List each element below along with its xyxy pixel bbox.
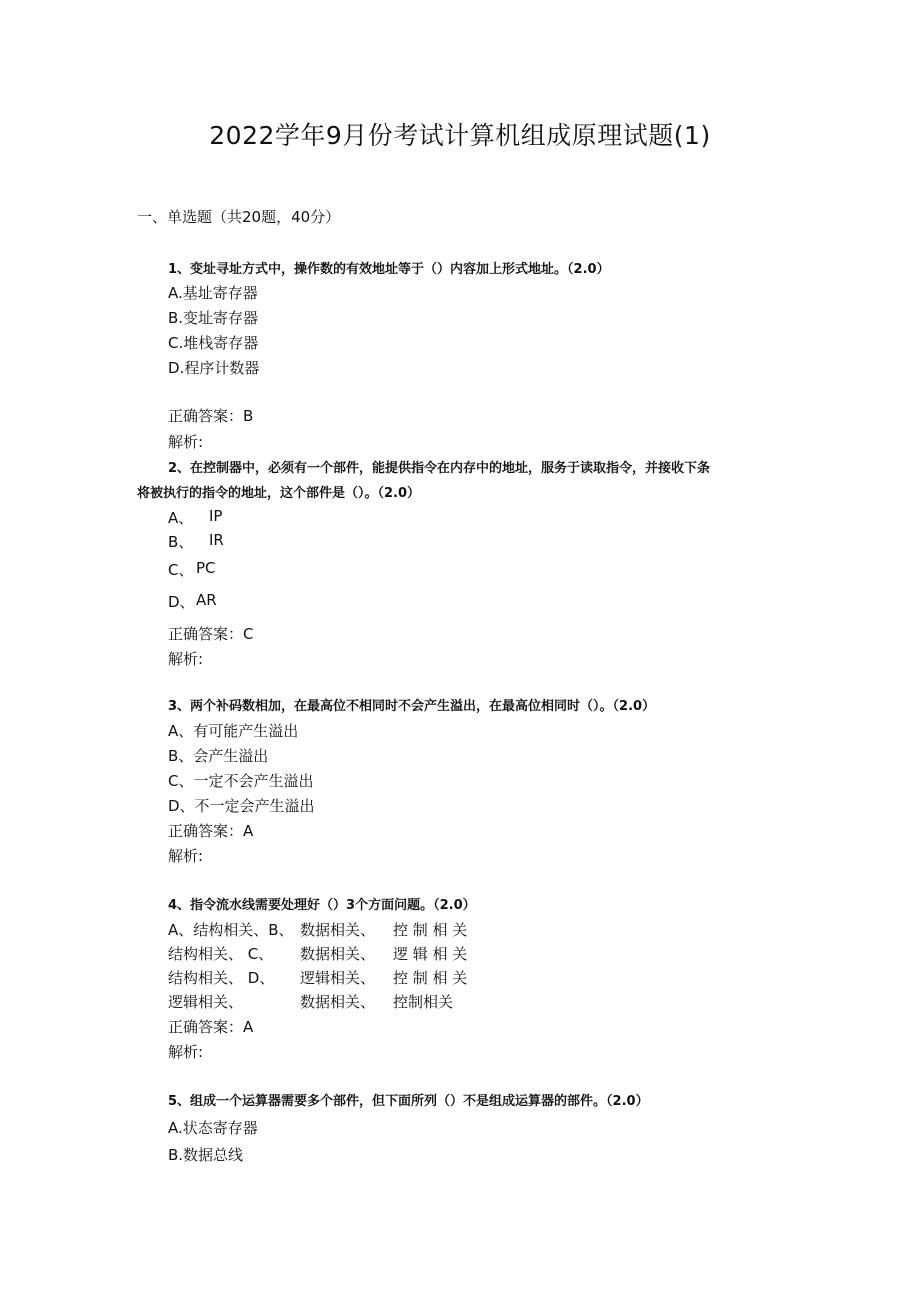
question-3-answer: 正确答案：A xyxy=(168,822,254,840)
question-3-option-a: A、有可能产生溢出 xyxy=(168,722,299,740)
question-5-stem: 5、组成一个运算器需要多个部件，但下面所列（）不是组成运算器的部件。（2.0） xyxy=(168,1094,649,1109)
question-4-row3-col2: 逻辑相关、 xyxy=(300,969,376,987)
question-4-analysis: 解析: xyxy=(168,1043,204,1061)
question-4-row2-col1: 结构相关、 C、 xyxy=(168,945,274,963)
document-title: 2022学年9月份考试计算机组成原理试题(1) xyxy=(209,121,711,150)
question-1-answer: 正确答案：B xyxy=(168,407,254,425)
question-4-row1-col2: 数据相关、 xyxy=(300,921,376,939)
question-3-option-b: B、会产生溢出 xyxy=(168,747,269,765)
question-1-analysis: 解析: xyxy=(168,433,204,451)
question-4-row1-col1: A、结构相关、B、 xyxy=(168,921,294,939)
question-1-stem: 1、变址寻址方式中，操作数的有效地址等于（）内容加上形式地址。（2.0） xyxy=(168,262,610,277)
question-2-option-d-text: AR xyxy=(196,591,217,609)
question-4-stem: 4、指令流水线需要处理好（）3个方面问题。（2.0） xyxy=(168,898,476,913)
question-1-option-d: D.程序计数器 xyxy=(168,359,260,377)
question-2-option-c-text: PC xyxy=(196,559,216,577)
question-3-option-d: D、不一定会产生溢出 xyxy=(168,797,315,815)
question-4-row1-col3: 控 制 相 关 xyxy=(393,921,468,939)
question-5-option-a: A.状态寄存器 xyxy=(168,1119,258,1137)
section-heading: 一、单选题（共20题，40分） xyxy=(137,208,341,226)
question-2-option-c-letter: C、 xyxy=(168,561,194,579)
question-3-analysis: 解析: xyxy=(168,847,204,865)
question-2-option-a-text: IP xyxy=(209,507,223,525)
question-2-option-b-text: IR xyxy=(209,531,224,549)
question-5-option-b: B.数据总线 xyxy=(168,1146,244,1164)
question-4-row4-col1: 逻辑相关、 xyxy=(168,993,244,1011)
question-4-row2-col3: 逻 辑 相 关 xyxy=(393,945,468,963)
question-2-option-d-letter: D、 xyxy=(168,593,195,611)
question-2-analysis: 解析: xyxy=(168,650,204,668)
question-2-stem-line1: 2、在控制器中，必须有一个部件，能提供指令在内存中的地址，服务于读取指令，并接收下条 xyxy=(168,461,711,476)
question-4-answer: 正确答案：A xyxy=(168,1018,254,1036)
question-3-stem: 3、两个补码数相加，在最高位不相同时不会产生溢出，在最高位相同时（）。（2.0） xyxy=(168,699,656,714)
question-2-answer: 正确答案：C xyxy=(168,625,254,643)
question-4-row3-col1: 结构相关、 D、 xyxy=(168,969,275,987)
question-2-option-a-letter: A、 xyxy=(168,509,194,527)
question-2-stem-line2: 将被执行的指令的地址，这个部件是（）。（2.0） xyxy=(137,486,421,501)
question-2-option-b-letter: B、 xyxy=(168,533,194,551)
question-4-row4-col3: 控制相关 xyxy=(393,993,454,1011)
question-3-option-c: C、一定不会产生溢出 xyxy=(168,772,314,790)
question-4-row2-col2: 数据相关、 xyxy=(300,945,376,963)
question-4-row4-col2: 数据相关、 xyxy=(300,993,376,1011)
question-1-option-b: B.变址寄存器 xyxy=(168,309,259,327)
question-4-row3-col3: 控 制 相 关 xyxy=(393,969,468,987)
question-1-option-c: C.堆栈寄存器 xyxy=(168,334,259,352)
question-1-option-a: A.基址寄存器 xyxy=(168,284,258,302)
